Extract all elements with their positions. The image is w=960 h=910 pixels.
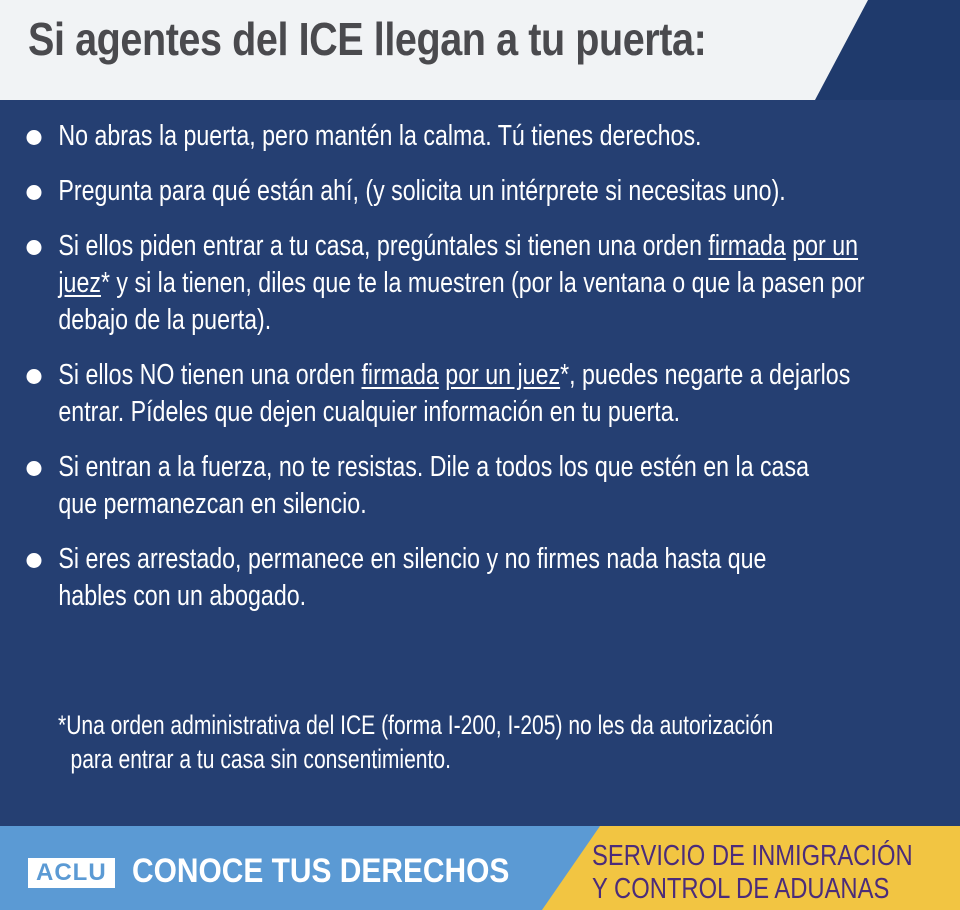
agency-name-line-2: Y CONTROL DE ADUANAS [592,873,890,905]
bullet-text-rest: *, puedes negarte a dejarlos entrar. Pídeles que dejen cualquier información en tu puerta. [58,359,851,428]
footnote [58,708,877,776]
bullet-icon [27,461,42,476]
by-judge-text: por un juez [445,359,561,391]
aclu-logo: ACLU [28,858,115,888]
bullet-text: Si ellos NO tienen una orden [58,359,362,391]
list-item [28,357,876,431]
bullet-icon [27,553,42,568]
bullet-text: Si entran a la fuerza, no te resistas. Dile a todos los que estén en la casa que permanezcan en silencio. [58,451,809,520]
list-item [28,118,924,155]
bullet-text: Pregunta para qué están ahí, (y solicita un intérprete si necesitas uno). [58,175,786,207]
signed-text: firmada [708,230,786,262]
list-item [28,449,828,523]
agency-name-line-1: SERVICIO DE INMIGRACIÓN [592,840,913,872]
bullet-icon [27,130,42,145]
agency-name [592,840,913,906]
page-title: Si agentes del ICE llegan a tu puerta: [28,13,707,65]
bullet-icon [27,240,42,255]
bullet-text: Si ellos piden entrar a tu casa, pregúntales si tienen una orden [58,230,709,262]
bullet-text: Si eres arrestado, permanece en silencio y no firmes nada hasta que hables con un abogado. [58,543,767,612]
bullet-icon [27,185,42,200]
know-your-rights-text: CONOCE TUS DERECHOS [132,852,510,890]
by-judge-text: por un juez [58,230,859,299]
signed-text: firmada [361,359,439,391]
list-item [28,228,916,339]
rights-list [28,118,928,615]
list-item [28,541,812,615]
footnote-line-1: *Una orden administrativa del ICE (forma I-200, I-205) no les da autorización [58,710,774,740]
footnote-line-2: para entrar a tu casa sin consentimiento. [70,744,451,774]
list-item [28,173,924,210]
bullet-icon [27,369,42,384]
bullet-text-rest: * y si la tienen, diles que te la muestren (por la ventana o que la pasen por debajo de la puerta). [58,267,865,336]
bullet-text: No abras la puerta, pero mantén la calma. Tú tienes derechos. [58,120,702,152]
